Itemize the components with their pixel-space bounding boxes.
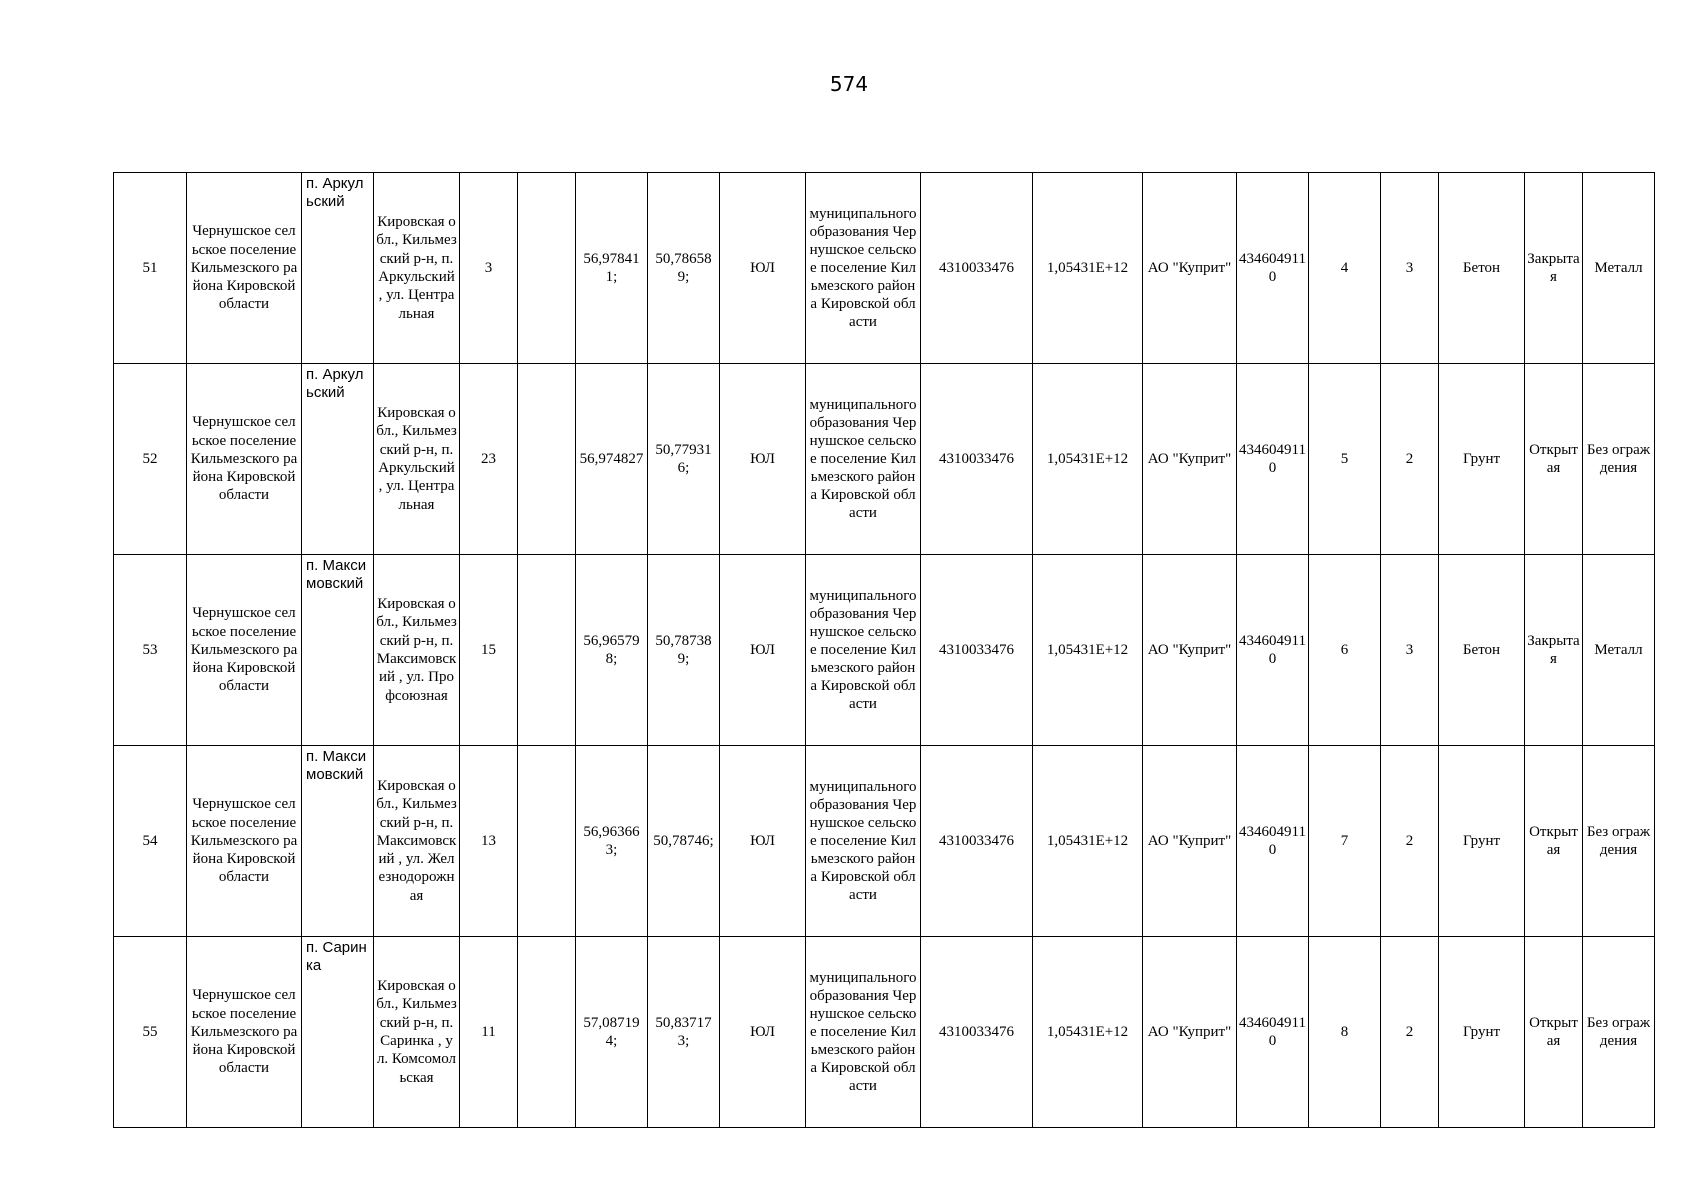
operator-cell: АО "Куприт" <box>1143 364 1237 555</box>
ogrn-cell: 1,05431E+12 <box>1033 746 1143 937</box>
latitude-cell: 57,087194; <box>576 937 648 1128</box>
surface-cell: Грунт <box>1439 746 1525 937</box>
table-row <box>114 937 1655 1128</box>
site-type-cell: Открытая <box>1525 364 1583 555</box>
longitude-cell: 50,787389; <box>648 555 720 746</box>
locality-cell: п. Саринка <box>302 937 374 1128</box>
site-type-cell: Закрытая <box>1525 555 1583 746</box>
inn-cell: 4310033476 <box>921 173 1033 364</box>
site-type-cell: Закрытая <box>1525 173 1583 364</box>
table-row <box>114 173 1655 364</box>
code-cell: 4346049110 <box>1237 364 1309 555</box>
row-number-cell: 55 <box>114 937 187 1128</box>
count-b-cell: 2 <box>1381 364 1439 555</box>
count-b-cell: 2 <box>1381 937 1439 1128</box>
owner-cell: муниципального образования Чернушское сельское поселение Кильмезского района Кировской области <box>806 173 921 364</box>
table-row <box>114 746 1655 937</box>
entity-type-cell: ЮЛ <box>720 746 806 937</box>
house-number-cell: 11 <box>460 937 518 1128</box>
count-b-cell: 3 <box>1381 173 1439 364</box>
inn-cell: 4310033476 <box>921 746 1033 937</box>
latitude-cell: 56,963663; <box>576 746 648 937</box>
latitude-cell: 56,965798; <box>576 555 648 746</box>
longitude-cell: 50,779316; <box>648 364 720 555</box>
registry-table <box>113 172 1655 1128</box>
row-number-cell: 51 <box>114 173 187 364</box>
owner-cell: муниципального образования Чернушское сельское поселение Кильмезского района Кировской области <box>806 555 921 746</box>
house-number-cell: 15 <box>460 555 518 746</box>
settlement-cell: Чернушское сельское поселение Кильмезского района Кировской области <box>187 173 302 364</box>
latitude-cell: 56,974827 <box>576 364 648 555</box>
owner-cell: муниципального образования Чернушское сельское поселение Кильмезского района Кировской области <box>806 364 921 555</box>
surface-cell: Бетон <box>1439 555 1525 746</box>
settlement-cell: Чернушское сельское поселение Кильмезского района Кировской области <box>187 746 302 937</box>
entity-type-cell: ЮЛ <box>720 173 806 364</box>
longitude-cell: 50,78746; <box>648 746 720 937</box>
ogrn-cell: 1,05431E+12 <box>1033 173 1143 364</box>
surface-cell: Грунт <box>1439 937 1525 1128</box>
operator-cell: АО "Куприт" <box>1143 173 1237 364</box>
house-number-cell: 23 <box>460 364 518 555</box>
operator-cell: АО "Куприт" <box>1143 746 1237 937</box>
code-cell: 4346049110 <box>1237 746 1309 937</box>
count-b-cell: 2 <box>1381 746 1439 937</box>
fence-cell: Металл <box>1583 173 1655 364</box>
count-a-cell: 7 <box>1309 746 1381 937</box>
address-cell: Кировская обл., Кильмезский р-н, п.Максимовский , ул. Железнодорожная <box>374 746 460 937</box>
surface-cell: Грунт <box>1439 364 1525 555</box>
count-b-cell: 3 <box>1381 555 1439 746</box>
site-type-cell: Открытая <box>1525 937 1583 1128</box>
entity-type-cell: ЮЛ <box>720 937 806 1128</box>
longitude-cell: 50,786589; <box>648 173 720 364</box>
table-row <box>114 364 1655 555</box>
inn-cell: 4310033476 <box>921 937 1033 1128</box>
surface-cell: Бетон <box>1439 173 1525 364</box>
empty-cell <box>518 937 576 1128</box>
empty-cell <box>518 555 576 746</box>
inn-cell: 4310033476 <box>921 364 1033 555</box>
code-cell: 4346049110 <box>1237 555 1309 746</box>
locality-cell: п. Максимовский <box>302 746 374 937</box>
operator-cell: АО "Куприт" <box>1143 555 1237 746</box>
site-type-cell: Открытая <box>1525 746 1583 937</box>
locality-cell: п. Аркульский <box>302 173 374 364</box>
operator-cell: АО "Куприт" <box>1143 937 1237 1128</box>
count-a-cell: 8 <box>1309 937 1381 1128</box>
fence-cell: Металл <box>1583 555 1655 746</box>
row-number-cell: 54 <box>114 746 187 937</box>
code-cell: 4346049110 <box>1237 937 1309 1128</box>
table-row <box>114 555 1655 746</box>
entity-type-cell: ЮЛ <box>720 555 806 746</box>
inn-cell: 4310033476 <box>921 555 1033 746</box>
page-number: 574 <box>829 72 869 96</box>
longitude-cell: 50,837173; <box>648 937 720 1128</box>
address-cell: Кировская обл., Кильмезский р-н, п.Аркульский , ул. Центральная <box>374 364 460 555</box>
owner-cell: муниципального образования Чернушское сельское поселение Кильмезского района Кировской области <box>806 937 921 1128</box>
settlement-cell: Чернушское сельское поселение Кильмезского района Кировской области <box>187 937 302 1128</box>
row-number-cell: 52 <box>114 364 187 555</box>
settlement-cell: Чернушское сельское поселение Кильмезского района Кировской области <box>187 555 302 746</box>
settlement-cell: Чернушское сельское поселение Кильмезского района Кировской области <box>187 364 302 555</box>
locality-cell: п. Максимовский <box>302 555 374 746</box>
count-a-cell: 6 <box>1309 555 1381 746</box>
count-a-cell: 5 <box>1309 364 1381 555</box>
row-number-cell: 53 <box>114 555 187 746</box>
count-a-cell: 4 <box>1309 173 1381 364</box>
entity-type-cell: ЮЛ <box>720 364 806 555</box>
ogrn-cell: 1,05431E+12 <box>1033 364 1143 555</box>
latitude-cell: 56,978411; <box>576 173 648 364</box>
locality-cell: п. Аркульский <box>302 364 374 555</box>
address-cell: Кировская обл., Кильмезский р-н, п.Максимовский , ул. Профсоюзная <box>374 555 460 746</box>
ogrn-cell: 1,05431E+12 <box>1033 937 1143 1128</box>
empty-cell <box>518 173 576 364</box>
fence-cell: Без ограждения <box>1583 364 1655 555</box>
address-cell: Кировская обл., Кильмезский р-н, п.Аркульский , ул. Центральная <box>374 173 460 364</box>
ogrn-cell: 1,05431E+12 <box>1033 555 1143 746</box>
address-cell: Кировская обл., Кильмезский р-н, п.Саринка , ул. Комсомольская <box>374 937 460 1128</box>
code-cell: 4346049110 <box>1237 173 1309 364</box>
fence-cell: Без ограждения <box>1583 937 1655 1128</box>
fence-cell: Без ограждения <box>1583 746 1655 937</box>
empty-cell <box>518 746 576 937</box>
empty-cell <box>518 364 576 555</box>
house-number-cell: 13 <box>460 746 518 937</box>
house-number-cell: 3 <box>460 173 518 364</box>
owner-cell: муниципального образования Чернушское сельское поселение Кильмезского района Кировской области <box>806 746 921 937</box>
